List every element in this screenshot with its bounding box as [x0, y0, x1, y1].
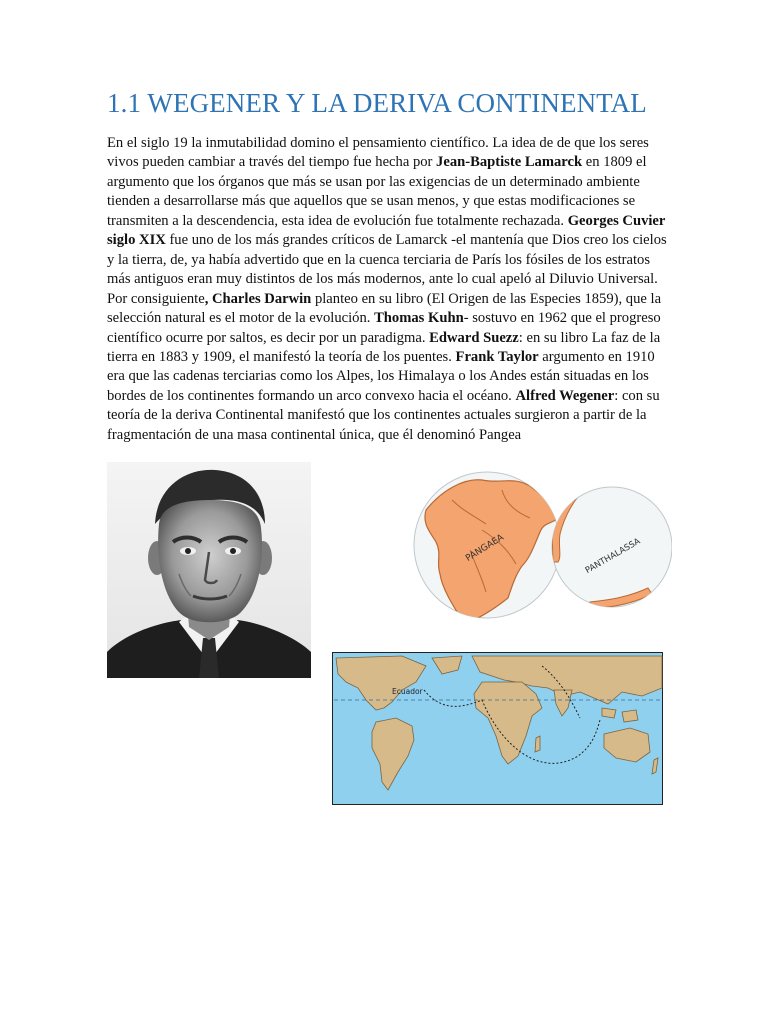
wegener-portrait	[107, 462, 311, 678]
panthalassa-label: PANTHALASSA	[583, 536, 643, 577]
text-segment: argumento en 1910 era que las cadenas terciarias como los Alpes, los Himalaya o los Andes están situadas en los bordes de los continentes formando un arco convexo hacia el océano.	[107, 348, 655, 404]
bold-name-segment: Thomas Kuhn	[374, 310, 464, 327]
pangaea-label: PANGAEA	[464, 532, 506, 564]
world-map	[332, 652, 663, 805]
text-segment: En el siglo 19 la inmutabilidad domino el pensamiento científico. La idea de de que los seres vivos pueden cambiar a través del tiempo fue hecha por	[107, 135, 649, 171]
text-segment: : con su teoría de la deriva Continental manifestó que los continentes actuales surgieron a partir de la fragmentación de una masa continental única, que él denominó Pangea	[107, 387, 660, 443]
pangaea-globe	[414, 472, 560, 620]
bold-name-segment: , Charles Darwin	[204, 290, 312, 307]
pangaea-globes	[412, 470, 672, 622]
bold-name-segment: Frank Taylor	[455, 348, 539, 365]
text-segment: - sostuvo en 1962 que el progreso científico ocurre por saltos, es decir por un paradigma.	[107, 310, 661, 346]
bold-name-segment: Jean-Baptiste Lamarck	[436, 154, 583, 171]
bold-name-segment: Edward Suezz	[429, 329, 519, 346]
bold-name-segment: Georges Cuvier siglo XIX	[107, 212, 666, 249]
text-segment: fue uno de los más grandes críticos de Lamarck -el mantenía que Dios creo los cielos y la tierra, de, ya había advertido que en la cuenca terciaria de París los fósiles de los estratos más antiguos eran muy distintos de los más modernos, ante lo cual apeló al Diluvio Universal. Por consiguiente	[107, 232, 667, 307]
text-segment: : en su libro La faz de la tierra en 1883 y 1909, el manifestó la teoría de los puentes.	[107, 329, 661, 365]
text-segment: en 1809 el argumento que los órganos que más se usan por las exigencias de un determinado ambiente tienden a desarrollarse más que aquellos que se usan menos, y que estas modificaciones se transmiten a la descendencia, esta idea de evolución fue totalmente rechazada.	[107, 154, 647, 229]
text-segment: planteo en su libro (El Origen de las Especies 1859), que la selección natural es el motor de la evolución.	[107, 290, 662, 327]
panthalassa-globe	[552, 487, 672, 608]
document-title: 1.1 WEGENER Y LA DERIVA CONTINENTAL	[107, 88, 647, 118]
ecuador-label: Ecuador	[392, 687, 423, 696]
bold-name-segment: Alfred Wegener	[515, 387, 615, 404]
body-paragraph	[107, 134, 667, 445]
